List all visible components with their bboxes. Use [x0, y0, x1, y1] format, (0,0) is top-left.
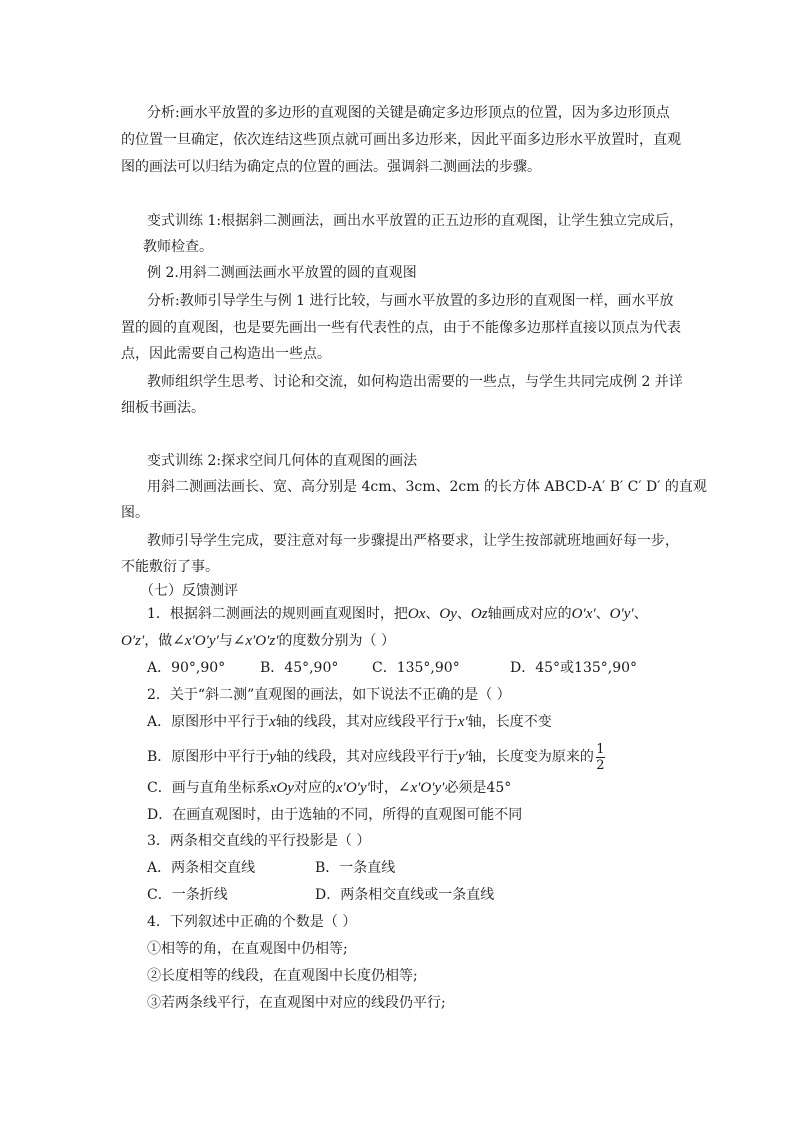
analysis-line-1: 分析:画水平放置的多边形的直观图的关键是确定多边形顶点的位置，因为多边形顶点: [147, 105, 670, 121]
q1-text-d: 与: [218, 633, 233, 649]
variant2-title: 变式训练 2:探求空间几何体的直观图的画法: [147, 453, 418, 469]
question-2-stem: 2．关于“斜二测”直观图的画法，如下说法不正确的是（ ）: [147, 687, 511, 703]
q1-text-e: 的度数分别为（ ）: [278, 633, 395, 649]
q2-a-x: x: [269, 714, 276, 730]
question-3-stem: 3．两条相交直线的平行投影是（ ）: [147, 833, 371, 849]
q1-oyp: O′y′: [609, 606, 634, 622]
q3-option-c: C．一条折线: [147, 887, 228, 903]
q2-b-text-3: 轴，长度变为原来的: [467, 749, 594, 765]
q2-a-xp: x′: [457, 714, 468, 730]
q2-a-text-1: A．原图形中平行于: [147, 714, 270, 730]
example2-line-4: 教师组织学生思考、讨论和交流，如何构造出需要的一些点，与学生共同完成例 2 并详: [147, 374, 683, 390]
variant2-line-3: 教师引导学生完成，要注意对每一步骤提出严格要求，让学生按部就班地画好每一步，: [147, 533, 679, 549]
q1-angle-2: ∠x′O′z′: [232, 633, 279, 649]
q1-ozp: O′z′: [121, 633, 145, 649]
variant1-line-1: 变式训练 1:根据斜二测画法，画出水平放置的正五边形的直观图，让学生独立完成后，: [147, 213, 684, 229]
q1-sep1: 、: [425, 606, 440, 622]
q1-oxp: O′x′: [571, 606, 596, 622]
q2-option-b: [147, 738, 605, 776]
q1-option-a: A．90°,90°: [147, 660, 226, 676]
example2-line-1: 分析:教师引导学生与例 1 进行比较，与画水平放置的多边形的直观图一样，画水平放: [147, 293, 674, 309]
q1-text-b: 轴画成对应的: [487, 606, 572, 622]
q2-c-xoy: xOy: [269, 780, 294, 796]
q1-sep4: 、: [633, 606, 648, 622]
q1-text-a: 1．根据斜二测画法的规则画直观图时，把: [147, 606, 408, 622]
q1-text-c: ，做: [144, 633, 173, 649]
q1-option-c: C．135°,90°: [372, 660, 460, 676]
q2-a-text-2: 轴的线段，其对应线段平行于: [275, 714, 458, 730]
q2-b-y: y: [269, 749, 276, 765]
q2-a-text-3: 轴，长度不变: [467, 714, 552, 730]
question-1-stem-line-1: [147, 604, 648, 624]
q2-b-text-2: 轴的线段，其对应线段平行于: [275, 749, 458, 765]
question-1-stem-line-2: [121, 631, 395, 651]
q1-oz: Oz: [470, 606, 488, 622]
q2-c-text-3: 时，: [369, 780, 398, 796]
section-heading: （七）反馈测评: [140, 583, 238, 599]
q1-oy: Oy: [439, 606, 457, 622]
q2-c-xoyp: x′O′y′: [335, 780, 370, 796]
variant2-line-2: 图。: [121, 505, 149, 521]
one-half-fraction: [596, 743, 605, 772]
variant1-line-2: 教师检查。: [143, 239, 213, 255]
q3-option-a: A．两条相交直线: [147, 860, 256, 876]
q1-angle-1: ∠x′O′y′: [172, 633, 219, 649]
q2-option-a: [147, 712, 552, 732]
fraction-denominator: 2: [596, 757, 605, 773]
q2-c-angle: ∠x′O′y′: [397, 780, 445, 796]
q4-statement-2: ②长度相等的线段，在直观图中长度仍相等;: [147, 968, 418, 984]
example2-title: 例 2.用斜二测画法画水平放置的圆的直观图: [147, 265, 417, 281]
q1-option-b: B．45°,90°: [260, 660, 339, 676]
q1-sep3: 、: [595, 606, 610, 622]
analysis-line-2: 的位置一旦确定，依次连结这些顶点就可画出多边形来，因此平面多边形水平放置时，直观: [121, 132, 681, 148]
q3-option-b: B．一条直线: [315, 860, 396, 876]
q1-sep2: 、: [456, 606, 471, 622]
variant2-line-4: 不能敷衍了事。: [121, 559, 219, 575]
variant2-line-1: 用斜二测画法画长、宽、高分别是 4cm、3cm、2cm 的长方体 ABCD-A′ B′ C′ D′ 的直观: [147, 479, 707, 495]
analysis-line-3: 图的画法可以归结为确定点的位置的画法。强调斜二测画法的步骤。: [121, 159, 541, 175]
q4-statement-3: ③若两条线平行，在直观图中对应的线段仍平行;: [147, 995, 446, 1011]
q2-c-text-4: 必须是45°: [444, 780, 512, 796]
q3-option-d: D．两条相交直线或一条直线: [315, 887, 495, 903]
q2-c-text-2: 对应的: [293, 780, 336, 796]
q2-b-text-1: B．原图形中平行于: [147, 749, 270, 765]
q2-option-d: D．在画直观图时，由于选轴的不同，所得的直观图可能不同: [147, 807, 523, 823]
q2-b-yp: y′: [457, 749, 468, 765]
q4-statement-1: ①相等的角，在直观图中仍相等;: [147, 941, 348, 957]
example2-line-3: 点，因此需要自己构造出一些点。: [121, 346, 331, 362]
fraction-numerator: 1: [596, 741, 605, 757]
q1-option-d: D．45°或135°,90°: [510, 660, 638, 676]
example2-line-2: 置的圆的直观图，也是要先画出一些有代表性的点，由于不能像多边那样直接以顶点为代表: [121, 320, 681, 336]
example2-line-5: 细板书画法。: [121, 400, 205, 416]
q2-c-text-1: C．画与直角坐标系: [147, 780, 270, 796]
question-4-stem: 4．下列叙述中正确的个数是（ ）: [147, 914, 357, 930]
q2-option-c: [147, 778, 511, 798]
q1-ox: Ox: [407, 606, 426, 622]
